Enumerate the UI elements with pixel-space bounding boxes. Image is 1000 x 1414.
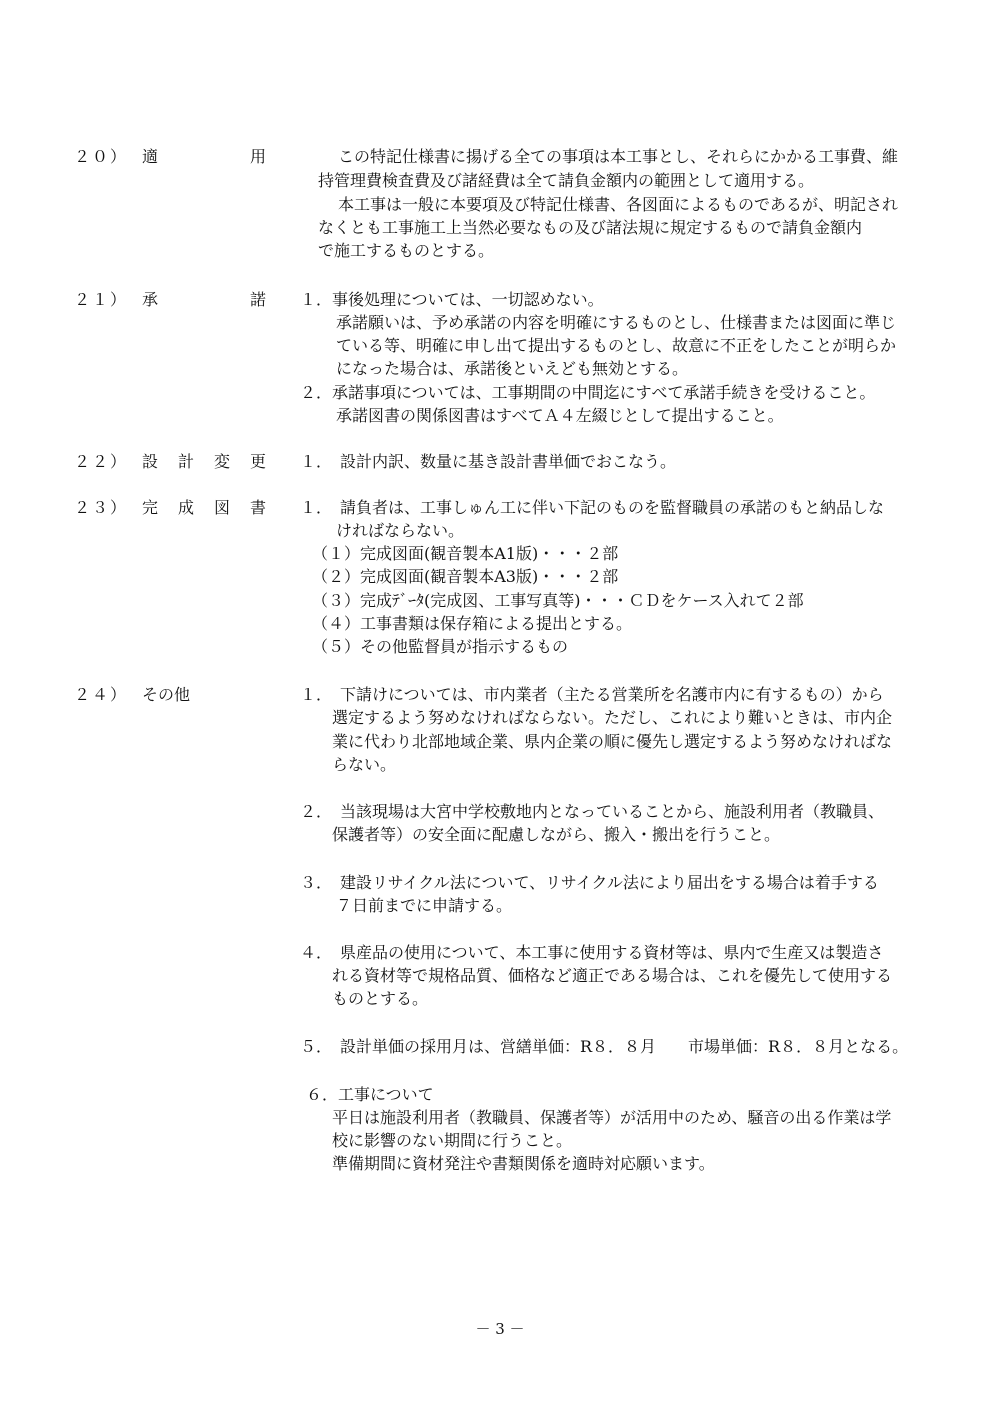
text-line: １．事後処理については、一切認めない。 [300,290,604,309]
label-char: 書 [249,498,266,517]
text-line: ければならない。 [336,521,465,540]
text-line: ５． 設計単価の採用月は、営繕単価：R８．８月 市場単価：R８．８月となる。 [300,1037,909,1056]
text-line: ３． 建設リサイクル法について、リサイクル法により届出をする場合は着手する [300,873,879,892]
label-char: 諾 [249,290,266,309]
text-line: ７日前までに申請する。 [336,896,513,915]
label-char: 変 [213,452,230,471]
label-char: 適 [142,147,159,166]
section-label-tekiyo [142,146,266,168]
text-line: ている等、明確に申し出て提出するものとし、故意に不正をしたことが明らか [336,336,897,355]
text-line: ２．承諾事項については、工事期間の中間迄にすべて承諾手続きを受けること。 [300,383,876,402]
text-line: １． 請負者は、工事しゅん工に伴い下記のものを監督職員の承諾のもと納品しな [300,498,885,517]
section-number: ２１） [74,290,129,309]
text-line: で施工するものとする。 [318,241,495,260]
text-line: らない。 [332,755,397,774]
text-line: １． 下請けについては、市内業者（主たる営業所を名護市内に有するもの）から [300,685,884,704]
section-label-sonota: その他 [142,685,191,704]
text-line: 持管理費検査費及び諸経費は全て請負金額内の範囲として適用する。 [318,171,815,190]
list-item: （２）完成図面(観音製本A3版)・・・２部 [312,567,619,586]
page-number: － 3 － [475,1320,525,1338]
label-char: 承 [142,290,159,309]
list-item: （４）工事書類は保存箱による提出とする。 [312,614,633,633]
text-line: 承諾願いは、予め承諾の内容を明確にするものとし、仕様書または図面に準じ [336,313,897,332]
text-line: 本工事は一般に本要項及び特記仕様書、各図面によるものであるが、明記され [338,195,899,214]
label-char: 用 [249,147,266,166]
label-char: 設 [142,452,159,471]
text-line: １． 設計内訳、数量に基き設計書単価でおこなう。 [300,452,677,471]
text-line: ものとする。 [332,989,429,1008]
text-line: 業に代わり北部地域企業、県内企業の順に優先し選定するよう努めなければな [332,732,893,751]
text-line: れる資材等で規格品質、価格など適正である場合は、これを優先して使用する [332,966,893,985]
label-char: 完 [142,498,159,517]
section-label-shodaku [142,289,266,311]
list-item: （３）完成ﾃﾞｰﾀ(完成図、工事写真等)・・・ＣＤをケース入れて２部 [312,591,804,610]
section-number: ２０） [74,147,129,166]
text-line: この特記仕様書に揚げる全ての事項は本工事とし、それらにかかる工事費、維 [338,147,899,166]
text-line: 平日は施設利用者（教職員、保護者等）が活用中のため、騒音の出る作業は学 [332,1108,892,1127]
section-number: ２２） [74,452,129,471]
section-number: ２３） [74,498,129,517]
text-line: 選定するよう努めなければならない。ただし、これにより難いときは、市内企 [332,708,893,727]
section-label-sekkei-henko [142,451,266,473]
text-line: ６．工事について [306,1085,434,1104]
section-number: ２４） [74,685,129,704]
text-line: 校に影響のない期間に行うこと。 [332,1131,573,1150]
list-item: （１）完成図面(観音製本A1版)・・・２部 [312,544,619,563]
label-char: 図 [213,498,230,517]
text-line: 承諾図書の関係図書はすべてＡ４左綴じとして提出すること。 [336,406,784,425]
section-label-kansei-zusho [142,497,266,519]
text-line: ４． 県産品の使用について、本工事に使用する資材等は、県内で生産又は製造さ [300,943,884,962]
label-char: 更 [249,452,266,471]
text-line: 準備期間に資材発注や書類関係を適時対応願います。 [332,1154,715,1173]
text-line: ２． 当該現場は大宮中学校敷地内となっていることから、施設利用者（教職員、 [300,802,885,821]
label-char: 成 [177,498,194,517]
text-line: なくとも工事施工上当然必要なもの及び諸法規に規定するもので請負金額内 [318,218,863,237]
list-item: （５）その他監督員が指示するもの [312,637,569,656]
text-line: 保護者等）の安全面に配慮しながら、搬入・搬出を行うこと。 [332,825,781,844]
label-char: 計 [177,452,194,471]
text-line: になった場合は、承諾後といえども無効とする。 [336,359,689,378]
